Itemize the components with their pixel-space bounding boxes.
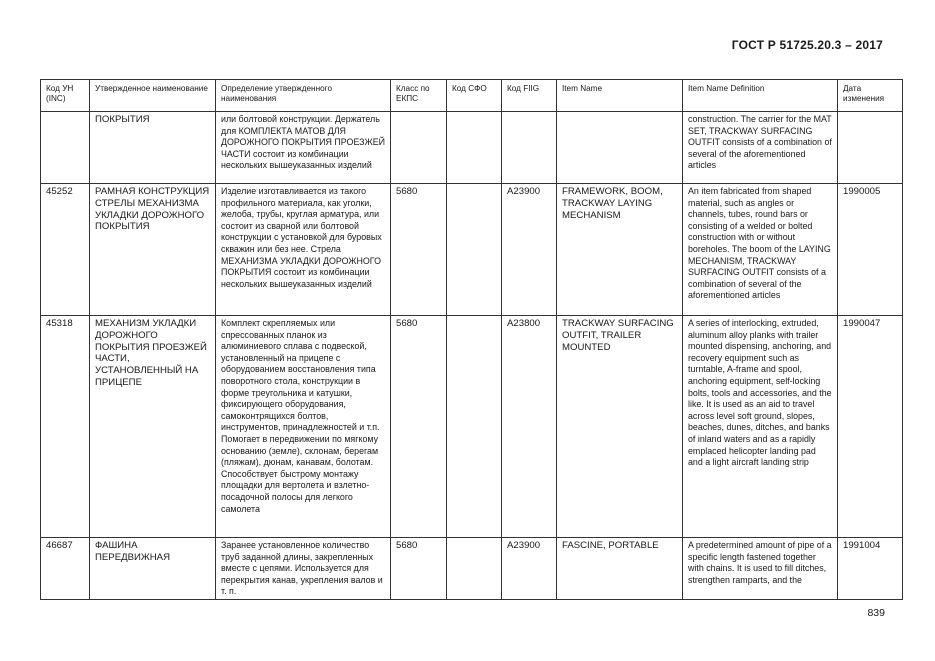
cell-change-date: 1991004 — [838, 538, 903, 600]
cell-item-name: TRACKWAY SURFACING OUTFIT, TRAILER MOUNTED — [557, 316, 683, 538]
cell-approved-name: МЕХАНИЗМ УКЛАДКИ ДОРОЖНОГО ПОКРЫТИЯ ПРОЕЗЖЕЙ ЧАСТИ, УСТАНОВЛЕННЫЙ НА ПРИЦЕПЕ — [90, 316, 216, 538]
cell-item-name-definition: An item fabricated from shaped material, such as angles or channels, tubes, round bars or consisting of a welded or bolted construction with or without boreholes. The boom of the LAYING MECHANISM, TRACKWAY SURFACING OUTFIT consists of a combination of several of the aforementioned articles — [683, 184, 838, 316]
column-header-item-name-definition: Item Name Definition — [683, 80, 838, 112]
column-header-item-name: Item Name — [557, 80, 683, 112]
cell-change-date: 1990047 — [838, 316, 903, 538]
cell-class: 5680 — [391, 184, 447, 316]
column-header-fiig: Код FIIG — [502, 80, 557, 112]
cell-sfo — [447, 538, 502, 600]
cell-inc — [41, 112, 90, 184]
column-header-definition: Определение утвержденного наименования — [216, 80, 391, 112]
cell-change-date — [838, 112, 903, 184]
cell-approved-name: ПОКРЫТИЯ — [90, 112, 216, 184]
catalog-table — [40, 79, 903, 600]
document-header: ГОСТ Р 51725.20.3 – 2017 — [731, 38, 883, 52]
cell-approved-name: РАМНАЯ КОНСТРУКЦИЯ СТРЕЛЫ МЕХАНИЗМА УКЛАДКИ ДОРОЖНОГО ПОКРЫТИЯ — [90, 184, 216, 316]
cell-class: 5680 — [391, 316, 447, 538]
cell-fiig — [502, 112, 557, 184]
column-header-inc: Код УН (INC) — [41, 80, 90, 112]
column-header-class: Класс по ЕКПС — [391, 80, 447, 112]
cell-item-name — [557, 112, 683, 184]
cell-fiig: A23800 — [502, 316, 557, 538]
cell-definition: или болтовой конструкции. Держатель для КОМПЛЕКТА МАТОВ ДЛЯ ДОРОЖНОГО ПОКРЫТИЯ ПРОЕЗЖЕЙ ЧАСТИ состоит из комбинации нескольких вышеуказанных изделий — [216, 112, 391, 184]
cell-definition: Заранее установленное количество труб заданной длины, закрепленных вместе с цепями. Используется для перекрытия канав, укрепления валов и т. п. — [216, 538, 391, 600]
table-header-row — [41, 80, 903, 112]
cell-class: 5680 — [391, 538, 447, 600]
column-header-sfo: Код СФО — [447, 80, 502, 112]
cell-class — [391, 112, 447, 184]
cell-fiig: A23900 — [502, 538, 557, 600]
cell-item-name-definition: A series of interlocking, extruded, aluminum alloy planks with trailer mounted dispensing, anchoring, and recovery equipment such as turntable, A-frame and spool, anchoring equipment, self-locking bolts, tools and accessories, and the like. It is used as an aid to travel across level soft ground, slopes, beaches, dunes, ditches, and banks of inland waters and as a rapidly emplaced helicopter landing pad and a light aircraft landing strip — [683, 316, 838, 538]
cell-inc: 45318 — [41, 316, 90, 538]
cell-approved-name: ФАШИНА ПЕРЕДВИЖНАЯ — [90, 538, 216, 600]
cell-item-name: FASCINE, PORTABLE — [557, 538, 683, 600]
cell-change-date: 1990005 — [838, 184, 903, 316]
cell-sfo — [447, 316, 502, 538]
cell-item-name-definition: construction. The carrier for the MAT SET, TRACKWAY SURFACING OUTFIT consists of a combination of several of the aforementioned articles — [683, 112, 838, 184]
cell-item-name: FRAMEWORK, BOOM, TRACKWAY LAYING MECHANISM — [557, 184, 683, 316]
cell-definition: Комплект скрепляемых или спрессованных планок из алюминиевого сплава с подвеской, установленный на прицепе с оборудованием восстановления типа поворотного стола, конструкции в форме треугольника и катушки, фиксирующего оборудования, самоконтрящихся болтов, инструментов, принадлежностей и т.п. Помогает в передвижении по мягкому основанию (земле), склонам, берегам (пляжам), дюнам, канавам, болотам. Способствует быстрому монтажу площадки для вертолета и взлетно-посадочной полосы для легкого самолета — [216, 316, 391, 538]
page-number: 839 — [867, 607, 885, 619]
cell-inc: 46687 — [41, 538, 90, 600]
cell-item-name-definition: A predetermined amount of pipe of a specific length fastened together with chains. It is used to fill ditches, strengthen ramparts, and the — [683, 538, 838, 600]
cell-fiig: A23900 — [502, 184, 557, 316]
column-header-change-date: Дата изменения — [838, 80, 903, 112]
column-header-approved-name: Утвержденное наименование — [90, 80, 216, 112]
cell-sfo — [447, 112, 502, 184]
cell-inc: 45252 — [41, 184, 90, 316]
cell-definition: Изделие изготавливается из такого профильного материала, как уголки, желоба, трубы, круглая арматура, или состоит из сварной или болтовой конструкции с установкой для буровых скважин или без нее. Стрела МЕХАНИЗМА УКЛАДКИ ДОРОЖНОГО ПОКРЫТИЯ состоит из комбинации нескольких вышеуказанных изделий — [216, 184, 391, 316]
table-row — [41, 112, 903, 184]
table-row — [41, 184, 903, 316]
table-row — [41, 316, 903, 538]
cell-sfo — [447, 184, 502, 316]
table-row — [41, 538, 903, 600]
